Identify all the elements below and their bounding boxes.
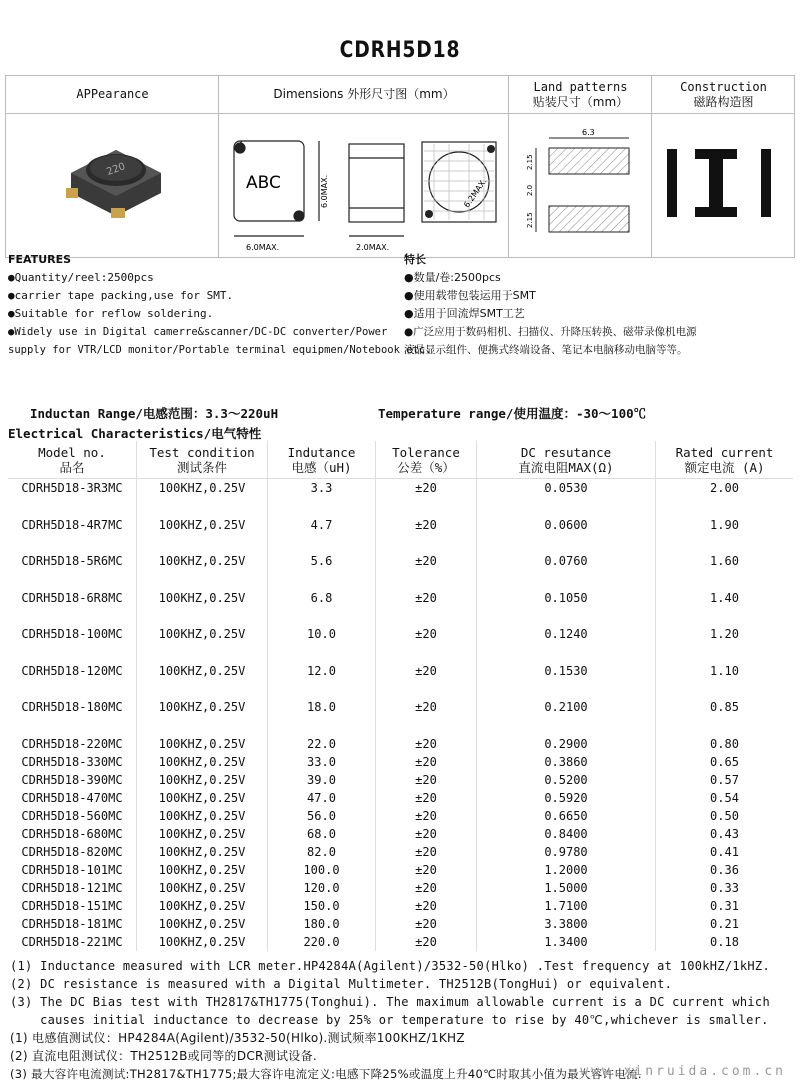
table-cell: 47.0 (268, 789, 376, 807)
table-cell: 10.0 (268, 625, 376, 643)
table-cell: CDRH5D18-390MC (21, 772, 123, 787)
table-cell: 1.7100 (477, 897, 656, 915)
table-cell: ±20 (376, 552, 477, 570)
table-cell: ±20 (376, 825, 477, 843)
spacer-row (8, 680, 793, 699)
table-row (8, 662, 793, 680)
table-cell: ±20 (376, 753, 477, 771)
table-cell: 1.90 (656, 516, 794, 534)
spacer-row (8, 716, 793, 735)
temperature-range: Temperature range/使用温度：-30～100℃ (378, 406, 647, 421)
table-row (8, 825, 793, 843)
table-cell: CDRH5D18-220MC (21, 736, 123, 751)
table-cell: 3.3800 (477, 915, 656, 933)
product-drawing-panel (5, 75, 795, 258)
table-row (8, 589, 793, 607)
table-cell: 100KHZ,0.25V (137, 479, 268, 498)
table-cell: 0.0600 (477, 516, 656, 534)
feature-item: ●Quantity/reel:2500pcs (8, 271, 154, 284)
table-row (8, 879, 793, 897)
table-cell: 100KHZ,0.25V (137, 552, 268, 570)
table-row (8, 516, 793, 534)
table-cell: 22.0 (268, 735, 376, 753)
dimensions-header: Dimensions 外形尺寸图（mm） (273, 87, 455, 101)
table-cell: 0.18 (656, 933, 794, 951)
table-cell: 150.0 (268, 897, 376, 915)
feature-item-cn: 液晶显示组件、便携式终端设备、笔记本电脑移动电脑等等。 (404, 344, 688, 356)
table-cell: CDRH5D18-181MC (21, 916, 123, 931)
table-cell: 220.0 (268, 933, 376, 951)
table-row (8, 897, 793, 915)
table-cell: 39.0 (268, 771, 376, 789)
feature-item: ●Widely use in Digital camerre&scanner/DC-DC converter/Power (8, 326, 388, 338)
table-cell: ±20 (376, 789, 477, 807)
spacer-row (8, 534, 793, 553)
table-cell: ±20 (376, 735, 477, 753)
feature-item: ●Suitable for reflow soldering. (8, 307, 214, 320)
note-line: (3) The DC Bias test with TH2817&TH1775(Tonghui). The maximum allowable current is a DC current which (10, 995, 770, 1009)
table-cell: 0.85 (656, 698, 794, 716)
col-header-test-condition: Test condition 测试条件 (137, 441, 268, 479)
table-cell: CDRH5D18-121MC (21, 880, 123, 895)
table-cell: CDRH5D18-680MC (21, 826, 123, 841)
table-cell: CDRH5D18-100MC (21, 627, 123, 641)
feature-item-cn: ●适用于回流焊SMT工艺 (404, 307, 525, 320)
table-cell: ±20 (376, 771, 477, 789)
table-cell: 0.5920 (477, 789, 656, 807)
svg-text:6.0MAX.: 6.0MAX. (246, 243, 280, 252)
table-cell: 0.43 (656, 825, 794, 843)
table-cell: ±20 (376, 933, 477, 951)
table-cell: 1.60 (656, 552, 794, 570)
inductance-range: Inductan Range/电感范围：3.3～220uH (30, 406, 279, 421)
table-row (8, 625, 793, 643)
table-cell: 1.5000 (477, 879, 656, 897)
col-header-inductance: Indutance 电感（uH) (268, 441, 376, 479)
table-cell: 4.7 (268, 516, 376, 534)
table-cell: 0.6650 (477, 807, 656, 825)
table-cell: 1.20 (656, 625, 794, 643)
feature-item-cn: ●使用载带包装运用于SMT (404, 289, 536, 302)
table-cell: 0.21 (656, 915, 794, 933)
table-cell: 0.5200 (477, 771, 656, 789)
table-cell: ±20 (376, 897, 477, 915)
table-cell: 100KHZ,0.25V (137, 843, 268, 861)
land-pattern-drawing (514, 124, 649, 254)
appearance-header: APPearance (76, 87, 149, 101)
note-line: causes initial inductance to decrease by 25% or temperature to rise by 40℃,whichever is smaller. (10, 1013, 769, 1027)
table-cell: 12.0 (268, 662, 376, 680)
table-cell: 0.80 (656, 735, 794, 753)
feature-item: ●carrier tape packing,use for SMT. (8, 289, 234, 302)
svg-text:6.0MAX.: 6.0MAX. (320, 174, 329, 208)
table-cell: 0.50 (656, 807, 794, 825)
table-cell: ±20 (376, 589, 477, 607)
col-header-dc-resistance: DC resutance 直流电阻MAX(Ω) (477, 441, 656, 479)
features-heading: FEATURES (8, 253, 72, 266)
table-cell: 100KHZ,0.25V (137, 516, 268, 534)
table-cell: 56.0 (268, 807, 376, 825)
table-cell: CDRH5D18-560MC (21, 808, 123, 823)
feature-item: supply for VTR/LCD monitor/Portable terminal equipmen/Notebook etc. (8, 344, 432, 356)
watermark-url: www.xinruida.com.cn (580, 1064, 786, 1079)
table-cell: 180.0 (268, 915, 376, 933)
spacer-row (8, 643, 793, 662)
electrical-characteristics-table (8, 441, 793, 951)
table-cell: 68.0 (268, 825, 376, 843)
table-cell: 100KHZ,0.25V (137, 879, 268, 897)
table-cell: 1.40 (656, 589, 794, 607)
table-cell: 0.9780 (477, 843, 656, 861)
features-chinese (404, 251, 697, 359)
feature-item-cn: ●广泛应用于数码相机、扫描仪、升降压转换、磁带录像机电源 (404, 326, 697, 338)
spacer-row (8, 607, 793, 626)
col-header-model: Model no. 品名 (8, 441, 137, 479)
table-cell: ±20 (376, 698, 477, 716)
table-cell: 1.10 (656, 662, 794, 680)
table-cell: 2.00 (656, 479, 794, 498)
svg-text:2.0: 2.0 (526, 184, 534, 196)
svg-text:220: 220 (105, 161, 127, 178)
svg-text:2.0MAX.: 2.0MAX. (356, 243, 390, 252)
dimensions-drawing (224, 136, 504, 254)
table-cell: 100.0 (268, 861, 376, 879)
spacer-row (8, 497, 793, 516)
note-line: (2) 直流电阻测试仪：TH2512B或同等的DCR测试设备. (10, 1049, 318, 1063)
table-cell: ±20 (376, 516, 477, 534)
table-cell: 0.0760 (477, 552, 656, 570)
table-cell: 1.2000 (477, 861, 656, 879)
table-row (8, 753, 793, 771)
table-row (8, 552, 793, 570)
note-line: (1) 电感值测试仪：HP4284A(Agilent)/3532-50(Hlko).测试频率100KHZ/1KHZ (10, 1031, 465, 1045)
table-cell: 120.0 (268, 879, 376, 897)
table-cell: 0.2900 (477, 735, 656, 753)
table-cell: 33.0 (268, 753, 376, 771)
table-row (8, 771, 793, 789)
table-row (8, 915, 793, 933)
table-cell: 5.6 (268, 552, 376, 570)
svg-text:2.15: 2.15 (526, 212, 534, 228)
col-header-rated-current: Rated current 额定电流 (A) (656, 441, 794, 479)
col-header-tolerance: Tolerance 公差（%） (376, 441, 477, 479)
table-cell: 0.31 (656, 897, 794, 915)
table-row (8, 735, 793, 753)
table-row (8, 479, 793, 498)
table-cell: CDRH5D18-4R7MC (21, 517, 123, 532)
table-cell: 100KHZ,0.25V (137, 897, 268, 915)
table-cell: 100KHZ,0.25V (137, 625, 268, 643)
table-cell: 0.41 (656, 843, 794, 861)
table-cell: CDRH5D18-330MC (21, 754, 123, 769)
table-cell: 0.1530 (477, 662, 656, 680)
table-cell: 100KHZ,0.25V (137, 771, 268, 789)
table-cell: CDRH5D18-221MC (21, 934, 123, 949)
table-row (8, 698, 793, 716)
table-cell: CDRH5D18-151MC (21, 898, 123, 913)
table-cell: 0.36 (656, 861, 794, 879)
table-cell: ±20 (376, 479, 477, 498)
table-row (8, 807, 793, 825)
construction-drawing (661, 144, 786, 224)
table-cell: 100KHZ,0.25V (137, 753, 268, 771)
table-cell: 1.3400 (477, 933, 656, 951)
inductor-photo (56, 138, 176, 228)
table-cell: 3.3 (268, 479, 376, 498)
table-cell: 100KHZ,0.25V (137, 662, 268, 680)
table-cell: CDRH5D18-6R8MC (21, 590, 123, 605)
table-cell: 0.1240 (477, 625, 656, 643)
table-cell: CDRH5D18-180MC (21, 700, 123, 714)
table-row (8, 933, 793, 951)
table-row (8, 789, 793, 807)
table-row (8, 843, 793, 861)
note-line: (2) DC resistance is measured with a Digital Multimeter. TH2512B(TongHui) or equivalent. (10, 977, 673, 991)
table-cell: 82.0 (268, 843, 376, 861)
note-line: (1) Inductance measured with LCR meter.HP4284A(Agilent)/3532-50(Hlko) .Test frequency at 100kHZ/1kHZ. (10, 959, 770, 973)
table-cell: ±20 (376, 662, 477, 680)
svg-text:2.15: 2.15 (526, 154, 534, 170)
land-patterns-header: Land patterns 贴装尺寸（mm） (532, 79, 629, 109)
svg-text:ABC: ABC (246, 173, 281, 193)
table-cell: ±20 (376, 625, 477, 643)
table-cell: 0.33 (656, 879, 794, 897)
table-cell: CDRH5D18-5R6MC (21, 554, 123, 568)
table-cell: 100KHZ,0.25V (137, 933, 268, 951)
table-cell: 100KHZ,0.25V (137, 735, 268, 753)
features-english (8, 251, 432, 359)
table-cell: 0.57 (656, 771, 794, 789)
table-cell: ±20 (376, 861, 477, 879)
note-line: (3) 最大容许电流测试:TH2817&TH1775;最大容许电流定义:电感下降25%或温度上升40℃时取其小值为最大容许电流. (10, 1067, 642, 1081)
table-cell: 0.2100 (477, 698, 656, 716)
table-cell: 100KHZ,0.25V (137, 789, 268, 807)
table-cell: ±20 (376, 915, 477, 933)
table-cell: 100KHZ,0.25V (137, 825, 268, 843)
spacer-row (8, 570, 793, 589)
feature-item-cn: ●数量/卷:2500pcs (404, 271, 501, 284)
table-row (8, 861, 793, 879)
page-title: CDRH5D18 (339, 38, 461, 63)
table-cell: 0.54 (656, 789, 794, 807)
table-cell: CDRH5D18-120MC (21, 663, 123, 678)
table-header-row (8, 441, 793, 479)
table-cell: 100KHZ,0.25V (137, 589, 268, 607)
table-cell: ±20 (376, 843, 477, 861)
construction-header: Construction 磁路构造图 (680, 79, 767, 109)
table-cell: 6.8 (268, 589, 376, 607)
table-cell: CDRH5D18-820MC (21, 844, 123, 859)
table-cell: 0.65 (656, 753, 794, 771)
table-cell: ±20 (376, 879, 477, 897)
table-cell: 18.0 (268, 698, 376, 716)
table-cell: CDRH5D18-470MC (21, 790, 123, 805)
features-heading-cn: 特长 (404, 253, 426, 266)
svg-text:6.3: 6.3 (582, 128, 595, 137)
table-cell: 0.0530 (477, 479, 656, 498)
table-cell: 100KHZ,0.25V (137, 861, 268, 879)
table-cell: 0.8400 (477, 825, 656, 843)
table-cell: ±20 (376, 807, 477, 825)
table-cell: 100KHZ,0.25V (137, 807, 268, 825)
electrical-characteristics-title: Electrical Characteristics/电气特性 (8, 426, 262, 441)
table-cell: 0.3860 (477, 753, 656, 771)
table-cell: 0.1050 (477, 589, 656, 607)
svg-text:6.2MAX.: 6.2MAX. (462, 176, 489, 210)
table-cell: CDRH5D18-101MC (21, 862, 123, 877)
table-cell: 100KHZ,0.25V (137, 698, 268, 716)
table-cell: CDRH5D18-3R3MC (21, 481, 123, 495)
table-cell: 100KHZ,0.25V (137, 915, 268, 933)
